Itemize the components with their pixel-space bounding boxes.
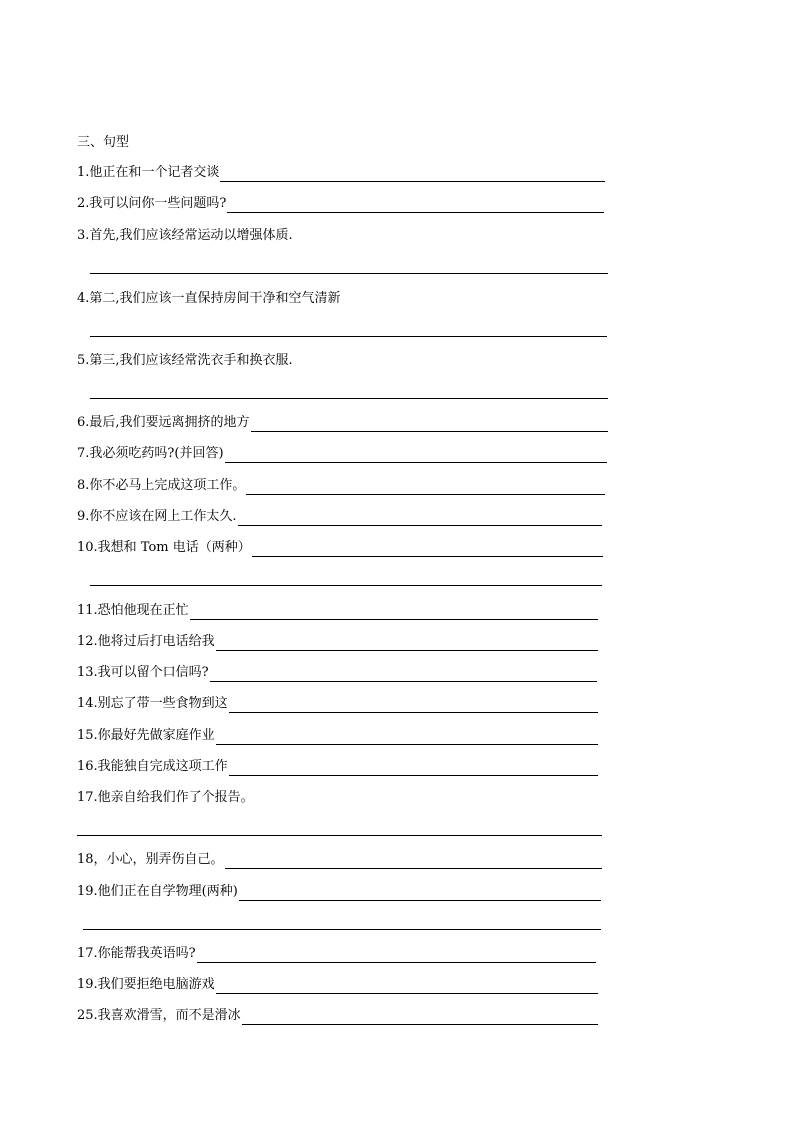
section-heading: 三、句型: [77, 135, 130, 150]
question-row: [77, 1007, 598, 1025]
question-text: 8.你不必马上完成这项工作。: [77, 478, 246, 493]
answer-line[interactable]: [216, 635, 598, 651]
question-text: 5.第三,我们应该经常洗衣手和换衣服.: [77, 353, 293, 368]
question-text: 16.我能独自完成这项工作: [77, 759, 228, 774]
answer-line[interactable]: [246, 479, 605, 495]
question-row: [77, 195, 604, 213]
question-row: [77, 227, 293, 245]
question-text: 9.你不应该在网上工作太久.: [77, 509, 237, 524]
question-row: [77, 414, 608, 432]
answer-line[interactable]: [227, 197, 604, 213]
question-text: 17.你能帮我英语吗?: [77, 946, 196, 961]
question-text: 17.他亲自给我们作了个报告。: [77, 790, 254, 805]
question-text: 7.我必须吃药吗?(并回答): [77, 446, 224, 461]
answer-line[interactable]: [225, 447, 607, 463]
question-row: [77, 290, 341, 308]
question-row: [77, 664, 597, 682]
answer-line[interactable]: [90, 273, 608, 274]
answer-line[interactable]: [238, 510, 602, 526]
question-text: 2.我可以问你一些问题吗?: [77, 196, 227, 211]
answer-line[interactable]: [77, 835, 602, 836]
question-row: [77, 945, 596, 963]
answer-line[interactable]: [90, 398, 608, 399]
question-text: 15.你最好先做家庭作业: [77, 728, 215, 743]
answer-line[interactable]: [216, 729, 598, 745]
question-row: [77, 539, 603, 557]
question-row: [77, 727, 598, 745]
answer-line[interactable]: [229, 760, 598, 776]
question-row: [77, 851, 602, 869]
question-row: [77, 758, 598, 776]
question-row: [77, 477, 605, 495]
question-row: [77, 602, 598, 620]
answer-line[interactable]: [242, 1009, 598, 1025]
question-text: 4.第二,我们应该一直保持房间干净和空气清新: [77, 291, 341, 306]
question-text: 13.我可以留个口信吗?: [77, 665, 209, 680]
question-row: [77, 508, 602, 526]
answer-line[interactable]: [83, 929, 601, 930]
question-text: 19.我们要拒绝电脑游戏: [77, 977, 215, 992]
question-row: [77, 445, 607, 463]
answer-line[interactable]: [190, 604, 598, 620]
question-text: 6.最后,我们要远离拥挤的地方: [77, 415, 250, 430]
answer-line[interactable]: [210, 666, 597, 682]
question-text: 14.别忘了带一些食物到这: [77, 696, 228, 711]
question-row: [77, 352, 293, 370]
question-row: [77, 164, 605, 182]
answer-line[interactable]: [216, 978, 598, 994]
question-text: 19.他们正在自学物理(两种): [77, 884, 238, 899]
answer-line[interactable]: [229, 697, 598, 713]
question-text: 12.他将过后打电话给我: [77, 634, 215, 649]
answer-line[interactable]: [251, 416, 608, 432]
answer-line[interactable]: [239, 885, 601, 901]
question-text: 3.首先,我们应该经常运动以增强体质.: [77, 228, 293, 243]
question-row: [77, 789, 254, 807]
answer-line[interactable]: [197, 947, 596, 963]
question-text: 10.我想和 Tom 电话（两种）: [77, 540, 251, 555]
question-row: [77, 883, 601, 901]
answer-line[interactable]: [225, 853, 602, 869]
answer-line[interactable]: [220, 166, 605, 182]
answer-line[interactable]: [252, 541, 603, 557]
question-row: [77, 633, 598, 651]
question-row: [77, 695, 598, 713]
answer-line[interactable]: [90, 336, 607, 337]
question-text: 11.恐怕他现在正忙: [77, 603, 189, 618]
answer-line[interactable]: [90, 585, 602, 586]
question-text: 1.他正在和一个记者交谈: [77, 165, 220, 180]
question-text: 25.我喜欢滑雪，而不是滑冰: [77, 1008, 241, 1023]
question-row: [77, 976, 598, 994]
question-text: 18，小心，别弄伤自己。: [77, 852, 224, 867]
